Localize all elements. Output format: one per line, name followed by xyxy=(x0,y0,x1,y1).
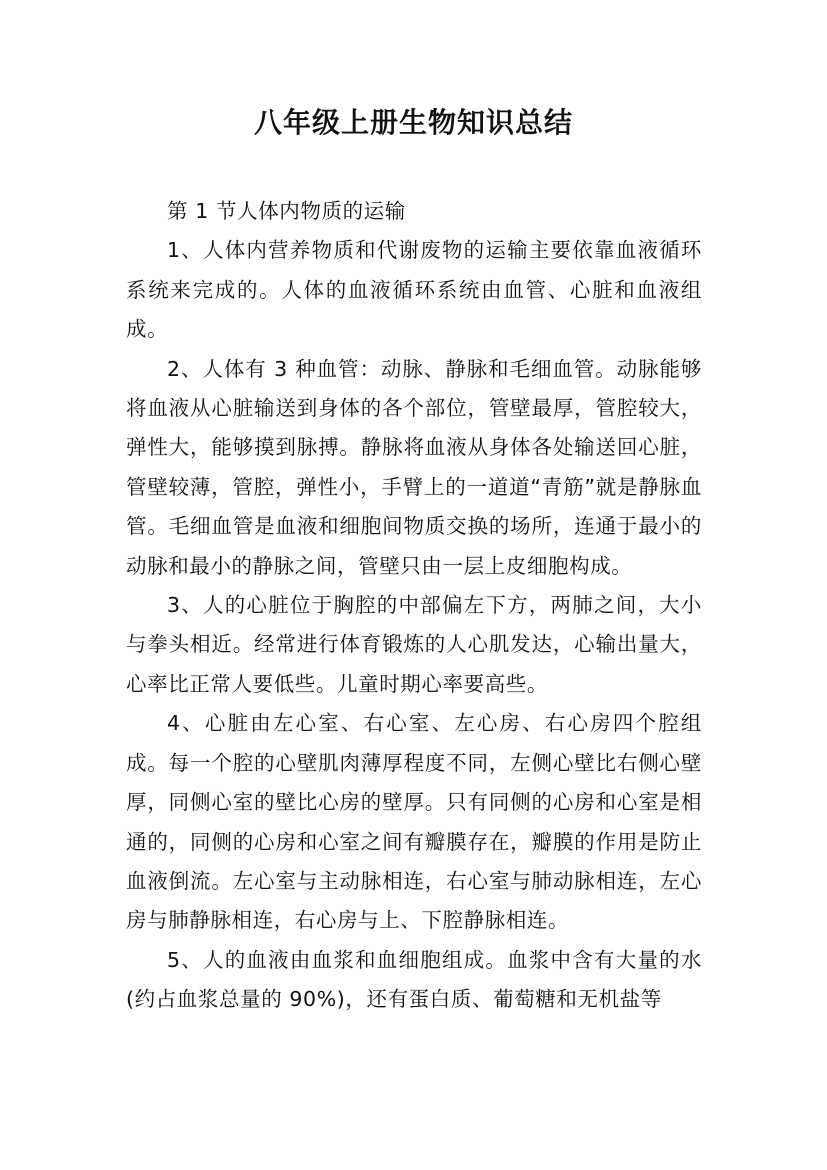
section-heading: 第 1 节人体内物质的运输 xyxy=(167,199,406,223)
paragraph-4: 4、心脏由左心室、右心室、左心房、右心房四个腔组成。每一个腔的心壁肌肉薄厚程度不同，左侧心壁比右侧心壁厚，同侧心室的壁比心房的壁厚。只有同侧的心房和心室是相通的，同侧的心房和心室之间有瓣膜存在，瓣膜的作用是防止血液倒流。左心室与主动脉相连，右心室与肺动脉相连，左心房与肺静脉相连，右心房与上、下腔静脉相连。 xyxy=(126,711,702,933)
document-body xyxy=(126,192,702,1020)
paragraph-1: 1、人体内营养物质和代谢废物的运输主要依靠血液循环系统来完成的。人体的血液循环系统由血管、心脏和血液组成。 xyxy=(126,238,702,342)
paragraph-3: 3、人的心脏位于胸腔的中部偏左下方，两肺之间，大小与拳头相近。经常进行体育锻炼的人心肌发达，心输出量大，心率比正常人要低些。儿童时期心率要高些。 xyxy=(126,593,702,696)
document-title: 八年级上册生物知识总结 xyxy=(253,106,573,139)
paragraph-5: 5、人的血液由血浆和血细胞组成。血浆中含有大量的水(约占血浆总量的 90%)，还有蛋白质、葡萄糖和无机盐等 xyxy=(126,947,702,1012)
paragraph-2: 2、人体有 3 种血管：动脉、静脉和毛细血管。动脉能够将血液从心脏输送到身体的各个部位，管壁最厚，管腔较大，弹性大，能够摸到脉搏。静脉将血液从身体各处输送回心脏，管壁较薄，管腔，弹性小，手臂上的一道道“青筋”就是静脉血管。毛细血管是血液和细胞间物质交换的场所，连通于最小的动脉和最小的静脉之间，管壁只由一层上皮细胞构成。 xyxy=(126,356,702,578)
